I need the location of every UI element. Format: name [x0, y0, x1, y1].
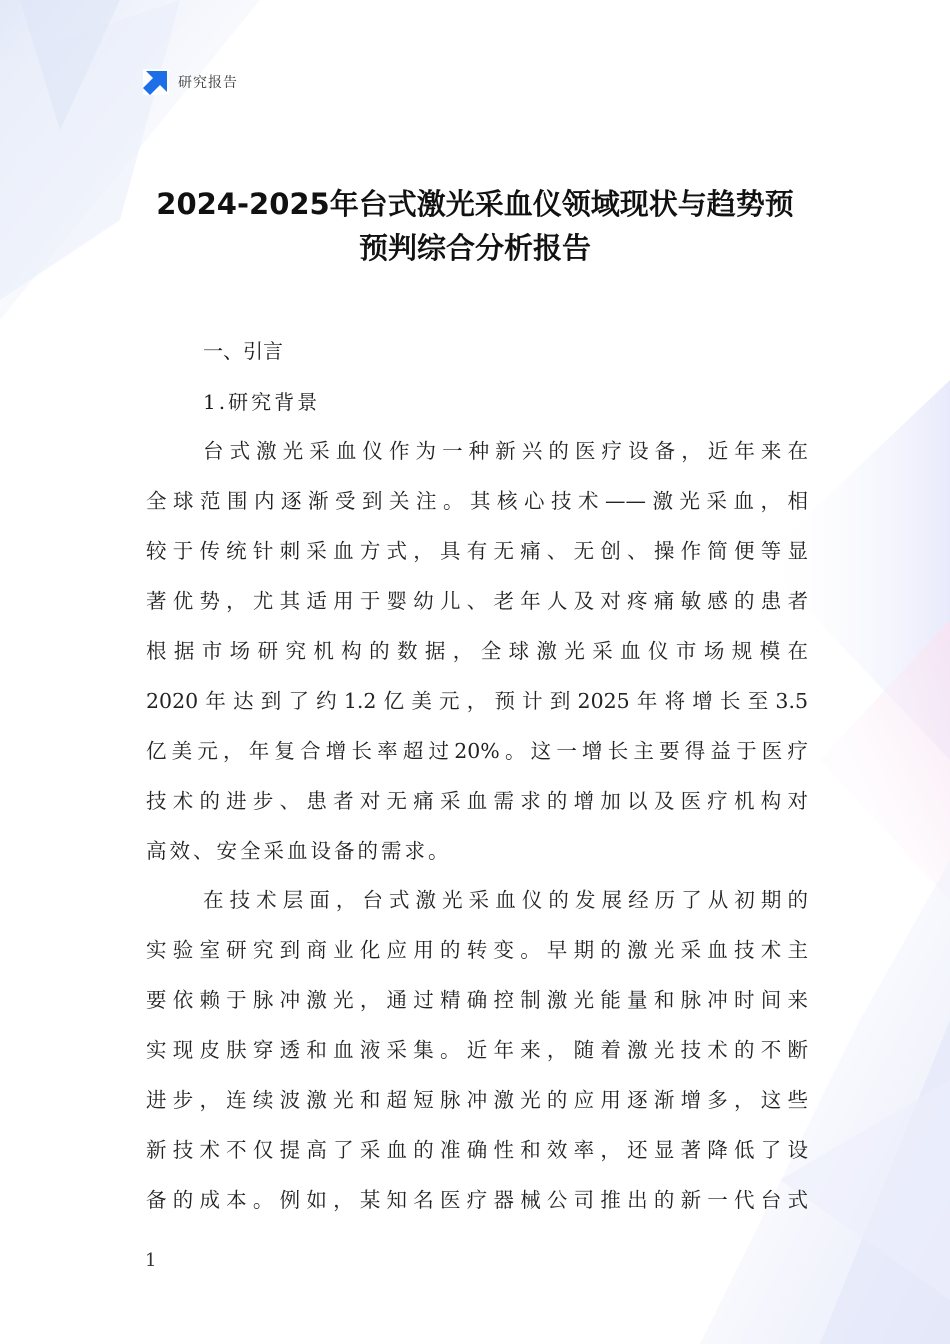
paragraph-line: 高效、安全采血设备的需求。 — [146, 839, 452, 863]
paragraph-line: 台式激光采血仪作为一种新兴的医疗设备，近年来在 — [203, 439, 808, 463]
paragraph-line: 全球范围内逐渐受到关注。其核心技术——激光采血，相 — [146, 489, 808, 513]
paragraph-line: 技术的进步、患者对无痛采血需求的增加以及医疗机构对 — [146, 789, 808, 813]
arrow-logo-icon — [143, 69, 169, 95]
document-title — [120, 182, 830, 270]
title-line-1: 2024-2025年台式激光采血仪领域现状与趋势预 — [156, 187, 794, 221]
paragraph-1 — [146, 426, 808, 876]
paragraph-line: 实验室研究到商业化应用的转变。早期的激光采血技术主 — [146, 938, 808, 962]
paragraph-line: 进步，连续波激光和超短脉冲激光的应用逐渐增多，这些 — [146, 1088, 808, 1112]
header-label: 研究报告 — [178, 75, 238, 91]
paragraph-line: 备的成本。例如，某知名医疗器械公司推出的新一代台式 — [146, 1188, 808, 1212]
paragraph-line: 在技术层面，台式激光采血仪的发展经历了从初期的 — [203, 888, 808, 912]
paragraph-line: 著优势，尤其适用于婴幼儿、老年人及对疼痛敏感的患者 — [146, 589, 808, 613]
paragraph-line: 新技术不仅提高了采血的准确性和效率，还显著降低了设 — [146, 1138, 808, 1162]
paragraph-line: 亿美元，年复合增长率超过20%。这一增长主要得益于医疗 — [146, 739, 808, 763]
paragraph-line: 实现皮肤穿透和血液采集。近年来，随着激光技术的不断 — [146, 1038, 808, 1062]
report-header — [143, 68, 238, 96]
section-heading: 一、引言 — [203, 339, 283, 363]
title-line-2: 预判综合分析报告 — [358, 231, 591, 265]
paragraph-2 — [146, 875, 808, 1225]
page-number: 1 — [145, 1250, 157, 1271]
paragraph-line: 2020年达到了约1.2亿美元，预计到2025年将增长至3.5 — [146, 689, 808, 713]
paragraph-line: 根据市场研究机构的数据，全球激光采血仪市场规模在 — [146, 639, 808, 663]
paragraph-line: 要依赖于脉冲激光，通过精确控制激光能量和脉冲时间来 — [146, 988, 808, 1012]
subsection-heading: 1.研究背景 — [203, 390, 321, 414]
paragraph-line: 较于传统针刺采血方式，具有无痛、无创、操作简便等显 — [146, 539, 808, 563]
